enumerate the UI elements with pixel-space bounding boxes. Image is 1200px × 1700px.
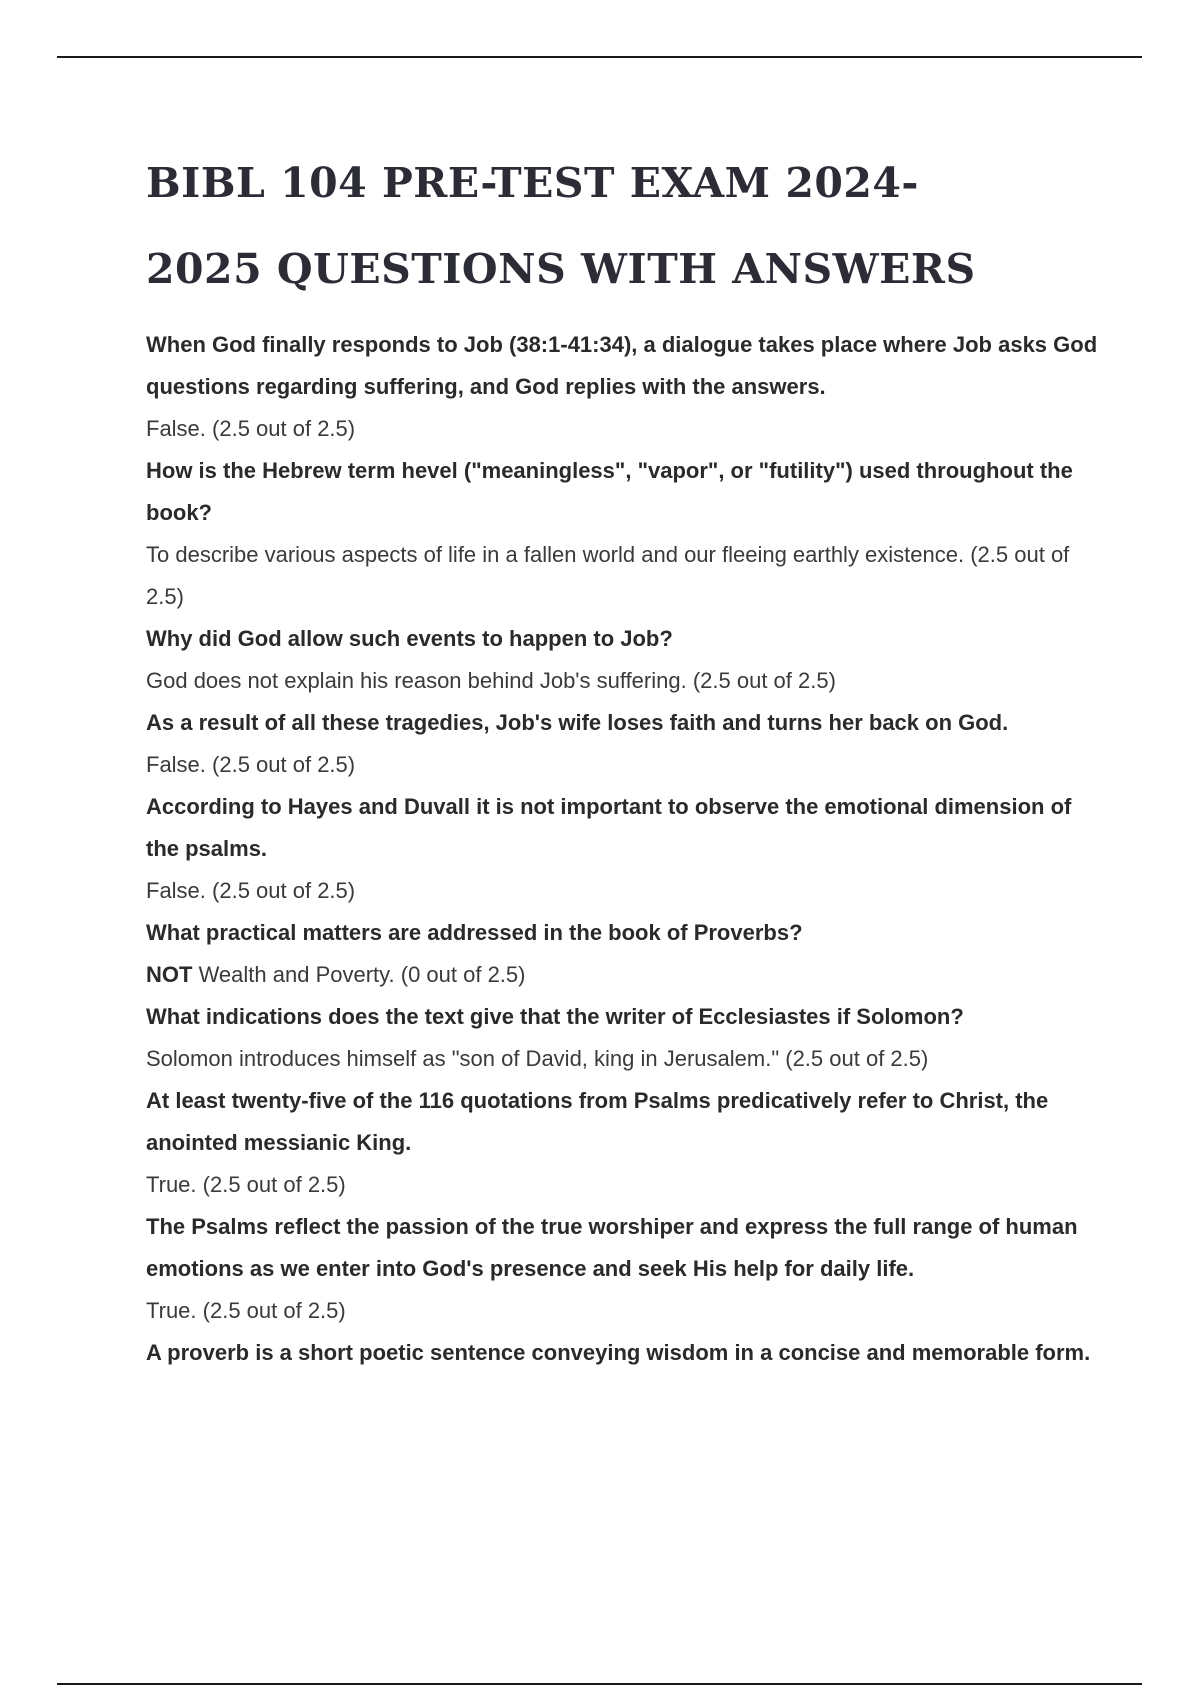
answer-prefix: NOT xyxy=(146,962,193,987)
answer-text xyxy=(146,954,1106,996)
answer-text xyxy=(146,1290,1106,1332)
answer-body: God does not explain his reason behind Job's suffering. (2.5 out of 2.5) xyxy=(146,668,836,693)
question-text: Why did God allow such events to happen to Job? xyxy=(146,626,673,651)
question-text: As a result of all these tragedies, Job's wife loses faith and turns her back on God. xyxy=(146,710,1009,735)
title-line-1: BIBL 104 PRE-TEST EXAM 2024- xyxy=(146,159,919,207)
qa-item xyxy=(146,996,1106,1080)
qa-item xyxy=(146,1206,1106,1332)
qa-item xyxy=(146,702,1106,786)
answer-text xyxy=(146,1038,1106,1080)
answer-body: True. (2.5 out of 2.5) xyxy=(146,1298,346,1323)
qa-item xyxy=(146,450,1106,618)
answer-body: False. (2.5 out of 2.5) xyxy=(146,416,356,441)
answer-body: Solomon introduces himself as "son of David, king in Jerusalem." (2.5 out of 2.5) xyxy=(146,1046,929,1071)
answer-text xyxy=(146,408,1106,450)
bottom-rule xyxy=(57,1683,1142,1685)
document-body xyxy=(146,140,1106,1374)
question-text: When God finally responds to Job (38:1-41:34), a dialogue takes place where Job asks God questions regarding suffering, and God replies with the answers. xyxy=(146,332,1098,399)
question-text: How is the Hebrew term hevel ("meaningless", "vapor", or "futility") used throughout the book? xyxy=(146,458,1073,525)
question-text: A proverb is a short poetic sentence conveying wisdom in a concise and memorable form. xyxy=(146,1340,1091,1365)
qa-item xyxy=(146,912,1106,996)
answer-text xyxy=(146,1164,1106,1206)
question-text: At least twenty-five of the 116 quotations from Psalms predicatively refer to Christ, the anointed messianic King. xyxy=(146,1088,1049,1155)
answer-text xyxy=(146,534,1106,618)
question-text: The Psalms reflect the passion of the true worshiper and express the full range of human emotions as we enter into God's presence and seek His help for daily life. xyxy=(146,1214,1078,1281)
answer-body: False. (2.5 out of 2.5) xyxy=(146,752,356,777)
qa-item xyxy=(146,1080,1106,1206)
qa-item xyxy=(146,786,1106,912)
qa-list xyxy=(146,324,1106,1374)
qa-item xyxy=(146,324,1106,450)
answer-body: Wealth and Poverty. (0 out of 2.5) xyxy=(192,962,526,987)
document-title xyxy=(146,140,1106,312)
question-text: What practical matters are addressed in the book of Proverbs? xyxy=(146,920,803,945)
answer-text xyxy=(146,660,1106,702)
answer-text xyxy=(146,744,1106,786)
qa-item xyxy=(146,618,1106,702)
answer-text xyxy=(146,870,1106,912)
answer-body: False. (2.5 out of 2.5) xyxy=(146,878,356,903)
qa-item xyxy=(146,1332,1106,1374)
question-text: According to Hayes and Duvall it is not important to observe the emotional dimension of the psalms. xyxy=(146,794,1072,861)
title-line-2: 2025 QUESTIONS WITH ANSWERS xyxy=(146,245,976,293)
top-rule xyxy=(57,56,1142,58)
answer-body: To describe various aspects of life in a fallen world and our fleeing earthly existence. (2.5 out of 2.5) xyxy=(146,542,1070,609)
answer-body: True. (2.5 out of 2.5) xyxy=(146,1172,346,1197)
question-text: What indications does the text give that the writer of Ecclesiastes if Solomon? xyxy=(146,1004,964,1029)
